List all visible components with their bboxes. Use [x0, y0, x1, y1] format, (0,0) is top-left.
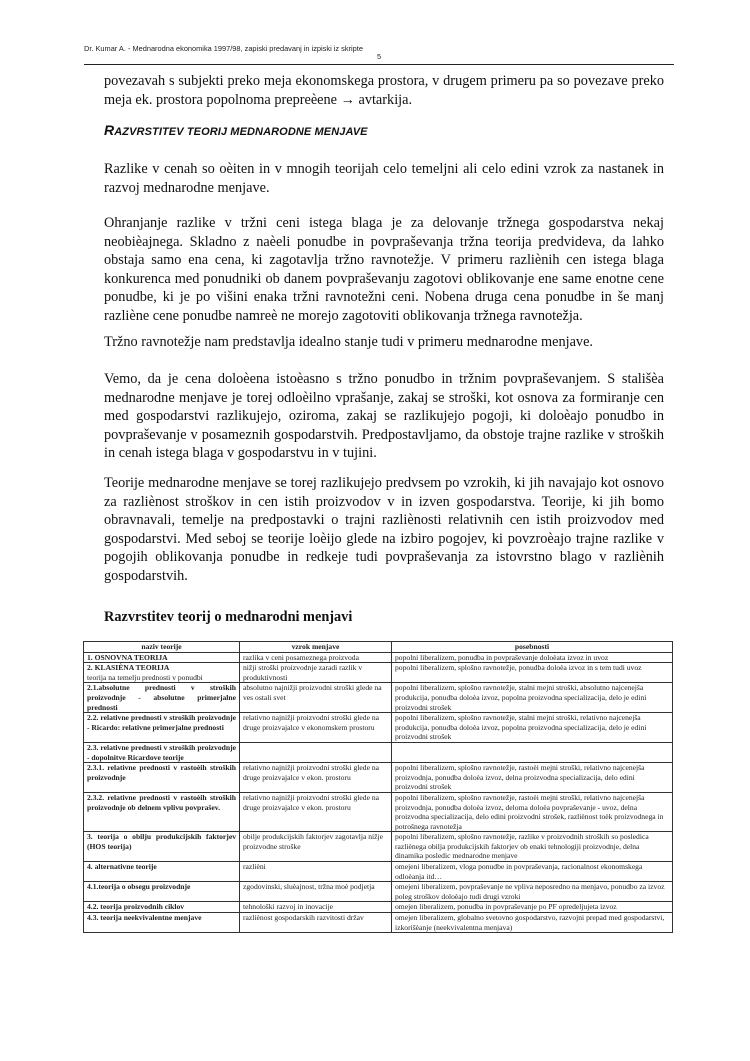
table-row	[84, 742, 673, 762]
exchange-cause-cell: relativno najnižji proizvodni stroški glede na druge proizvajalce v ekon. prostoru	[240, 763, 392, 793]
table-row	[84, 882, 673, 902]
theory-name-cell	[84, 763, 240, 793]
theory-name-cell	[84, 713, 240, 743]
exchange-cause-cell: razlièni	[240, 862, 392, 882]
exchange-cause-cell: absolutno najnižji proizvodni stroški glede na ves ostali svet	[240, 683, 392, 713]
table-row	[84, 862, 673, 882]
theory-name: 2.3.1. relativne prednosti v rastoèih stroških proizvodnje	[87, 763, 236, 782]
exchange-cause-cell: tehnološki razvoj in inovacije	[240, 902, 392, 913]
theory-name: 2.1.absolutne prednosti v stroških proizvodnje - absolutne primerjalne prednosti	[87, 683, 236, 712]
features-cell: popolni liberalizem, ponudba in povpraševanje doloèata izvoz in uvoz	[392, 652, 673, 663]
theory-name: 3. teorija o obilju produkcijskih faktorjev (HOS teorija)	[87, 832, 236, 851]
features-cell: popolni liberalizem, splošno ravnotežje, rastoèi mejni stroški, relativno najcenejša proizvodnja, ponudba doloèa izvoz, deloma doloèa povpraševanje - uvoz, delna proizvodna specializacija, delo edini proizvodni strošek, razliènost toèk proizvodnega in potrošnega ravnotežja	[392, 792, 673, 831]
exchange-cause-cell: razlika v ceni posameznega proizvoda	[240, 652, 392, 663]
paragraph: Teorije mednarodne menjave se torej razlikujejo predvsem po vzrokih, ki jih navajajo kot osnovo za razliènost stroškov in cen istih proizvodov v in izven gospodarstva. Teorije, ki jih bomo obravnavali, temelje na predpostavki o trajni razliènosti relativnih cen istih proizvodov med gospodarstvi. Med seboj se teorije loèijo glede na izbiro pogojev, ki povzroèajo trajne razlike v pogojih oblikovanja ponudbe in redkeje tudi povpraševanja za istovrstno blago v razliènih gospodarstvih.	[104, 475, 664, 584]
exchange-cause-cell: zgodovinski, sluèajnost, tržna moè podjetja	[240, 882, 392, 902]
theory-subtitle: teorija na temelju prednosti v ponudbi	[87, 672, 203, 682]
theories-table	[83, 641, 673, 933]
theory-name-cell	[84, 663, 240, 683]
theory-name: 2.3. relativne prednosti v stroških proizvodnje - dopolnitve Ricardove teorije	[87, 742, 236, 762]
exchange-cause-cell: obilje produkcijskih faktorjev zagotavlja nižje proizvodne stroške	[240, 832, 392, 862]
paragraph: Vemo, da je cena doloèena istoèasno s tržno ponudbo in tržnim povpraševanjem. S stališèa mednarodne menjave je torej odloèilno vprašanje, zakaj se stroški, kot osnova za formiranje cen med gospodarstvi razlikujejo, oziroma, zakaj se razlikujejo pogoji, ki doloèajo ponudbo in povpraševanje v posameznih gospodarstvih. Predpostavljamo, da obstoje trajne razlike v stroških in cenah istega blaga v gospodarstvu in v tujini.	[104, 371, 664, 461]
theory-name: 4.1.teorija o obsegu proizvodnje	[87, 882, 191, 892]
theory-name-cell	[84, 792, 240, 831]
paragraph: Tržno ravnotežje nam predstavlja idealno stanje tudi v primeru mednarodne menjave.	[104, 334, 593, 350]
features-cell: popolni liberalizem, splošno ravnotežje, stalni mejni stroški, relativno najcenejša produkcija, ponudba doloèa izvoz, popolna proizvodna specializacija, delo je edini proizvodni strošek	[392, 713, 673, 743]
exchange-cause-cell: razliènost gospodarskih razvitosti držav	[240, 913, 392, 933]
table-row	[84, 902, 673, 913]
exchange-cause-cell: relativno najnižji proizvodni stroški glede na druge proizvajalce v ekonomskem prostoru	[240, 713, 392, 743]
theory-name-cell	[84, 832, 240, 862]
running-title: Dr. Kumar A. - Mednarodna ekonomika 1997/98, zapiski predavanj in izpiski iz skripte	[84, 44, 363, 53]
theory-name: 4.2. teorija proizvodnih ciklov	[87, 902, 185, 912]
theory-name: 2.2. relativne prednosti v stroških proizvodnje - Ricardo: relativne primerjalne prednosti	[87, 713, 236, 732]
column-header-cause: vzrok menjave	[240, 642, 392, 653]
section-heading-rest: AZVRSTITEV TEORIJ MEDNARODNE MENJAVE	[114, 126, 368, 138]
table-row	[84, 913, 673, 933]
paragraph: Razlike v cenah so oèiten in v mnogih teorijah celo temeljni ali celo edini vzrok za nastanek in razvoj mednarodne menjave.	[104, 161, 664, 196]
table-row	[84, 763, 673, 793]
table-row	[84, 683, 673, 713]
features-cell: popolni liberalizem, splošno ravnotežje, rastoèi mejni stroški, relativno najcenejša proizvodnja, ponudba doloèa izvoz, delna proizvodna specializacija, delo edini proizvodni strošek	[392, 763, 673, 793]
features-cell: popolni liberalizem, splošno ravnotežje, stalni mejni stroški, absolutno najcenejša produkcija, ponudba doloèa izvoz, popolna proizvodna specializacija, delo je edini proizvodni strošek	[392, 683, 673, 713]
column-header-features: posebnosti	[392, 642, 673, 653]
theory-name: 1. OSNOVNA TEORIJA	[87, 652, 168, 662]
theory-name-cell	[84, 902, 240, 913]
header-rule	[84, 64, 674, 65]
theory-name: 4.3. teorija neekvivalentne menjave	[87, 913, 202, 923]
features-cell	[392, 742, 673, 762]
exchange-cause-cell	[240, 742, 392, 762]
features-cell: omejen liberalizem, ponudba in povpraševanje po PF opredeljujeta izvoz	[392, 902, 673, 913]
section-heading-initial: R	[104, 122, 115, 138]
table-row	[84, 663, 673, 683]
features-cell: popolni liberalizem, splošno ravnotežje, razlike v proizvodnih stroških so posledica razliènega obilja produkcijskih faktorjev ob enaki tehnologiji proizvodnje, delna dinamika posledic mednarodne menjave	[392, 832, 673, 862]
theory-name-cell	[84, 742, 240, 762]
theory-name-cell	[84, 683, 240, 713]
page-number: 5	[376, 52, 382, 61]
features-cell: omejen liberalizem, globalno svetovno gospodarstvo, razvojni prepad med gospodarstvi, izkorišèanje (neekvivalentna menjava)	[392, 913, 673, 933]
table-row	[84, 792, 673, 831]
table-row	[84, 652, 673, 663]
paragraph-continuation: povezavah s subjekti preko meja ekonomskega prostora, v drugem primeru pa so povezave preko meja ek. prostora popolnoma prepreèene → avtarkija.	[104, 73, 664, 108]
column-header-name: naziv teorije	[84, 642, 240, 653]
features-cell: popolni liberalizem, splošno ravnotežje, ponudba doloèa izvoz in s tem tudi uvoz	[392, 663, 673, 683]
features-cell: omejeni liberalizem, vloga ponudbe in povpraševanja, racionalnost ekonomskega odloèanja itd…	[392, 862, 673, 882]
theory-name: 4. alternativne teorije	[87, 862, 157, 872]
theory-name: 2. KLASIÈNA TEORIJA	[87, 663, 170, 673]
table-row	[84, 713, 673, 743]
features-cell: omejeni liberalizem, povpraševanje ne vpliva neposredno na menjavo, ponudbo za izvoz poleg stroškov doloèajo tudi drugi vzroki	[392, 882, 673, 902]
theory-name: 2.3.2. relativne prednosti v rastoèih stroških proizvodnje ob delnem vplivu povprašev.	[87, 792, 236, 812]
running-header	[84, 44, 674, 61]
exchange-cause-cell: nižji stroški proizvodnje zaradi razlik v produktivnosti	[240, 663, 392, 683]
table-title: Razvrstitev teorij o mednarodni menjavi	[104, 609, 353, 625]
theory-name-cell	[84, 862, 240, 882]
section-heading	[104, 122, 368, 138]
theory-name-cell	[84, 913, 240, 933]
paragraph: Ohranjanje razlike v tržni ceni istega blaga je za delovanje tržnega gospodarstva nekaj neobièajnega. Skladno z naèeli ponudbe in povpraševanja tržna teorija predvideva, da lahko obstaja samo ena cena, ki zagotavlja tržno ravnotežje. V primeru razliènih cen istega blaga konkurenca med ponudniki ob danem povpraševanju zagotovi oblikovanje ene same enotne cene ponudbe, ki je po višini enaka tržni ravnotežni ceni. Nobena druga cena ponudbe in še manj razliène cene ponudbe namreè ne morejo zagotoviti oblikovanja tržnega ravnotežja.	[104, 215, 664, 324]
theory-name-cell	[84, 652, 240, 663]
table-body	[84, 652, 673, 933]
exchange-cause-cell: relativno najnižji proizvodni stroški glede na druge proizvajalce v ekon. prostoru	[240, 792, 392, 831]
table-header-row	[84, 642, 673, 653]
theory-name-cell	[84, 882, 240, 902]
table-row	[84, 832, 673, 862]
